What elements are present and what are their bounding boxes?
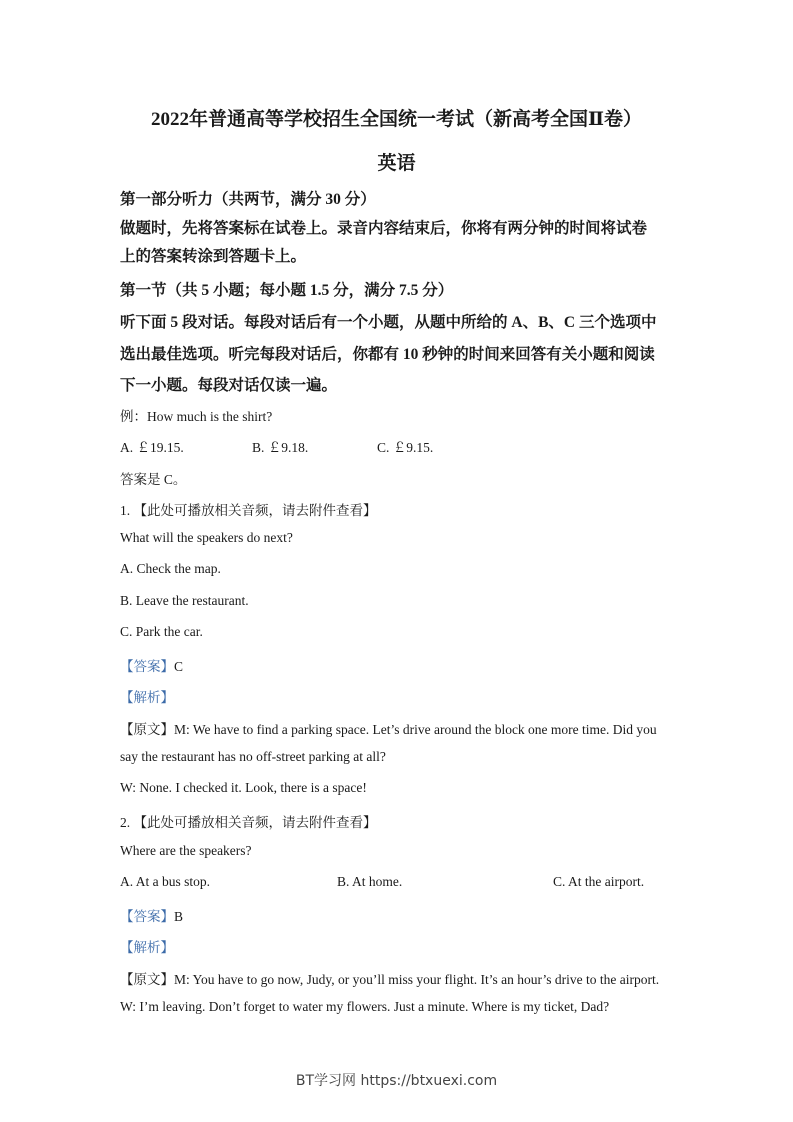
answer-value: B	[174, 909, 184, 924]
answer-value: C	[174, 659, 184, 674]
q1-transcript-line2: say the restaurant has no off-street parking at all?	[120, 749, 386, 764]
example-option-c: C. ￡9.15.	[377, 440, 434, 455]
answer-label: 【答案】	[120, 909, 174, 924]
q1-option-c: C. Park the car.	[120, 624, 203, 639]
q2-option-c: C. At the airport.	[553, 874, 645, 889]
q2-number: 2. 【此处可播放相关音频，请去附件查看】	[120, 815, 377, 830]
part-heading: 第一节（共 5 小题；每小题 1.5 分，满分 7.5 分）	[120, 282, 454, 299]
section-instruction-line1: 做题时，先将答案标在试卷上。录音内容结束后，你将有两分钟的时间将试卷	[120, 220, 648, 237]
example-option-a: A. ￡19.15.	[120, 440, 184, 455]
q2-analysis-label: 【解析】	[120, 940, 174, 955]
example-option-b: B. ￡9.18.	[252, 440, 309, 455]
section-heading: 第一部分听力（共两节，满分 30 分）	[120, 191, 376, 208]
q2-option-b: B. At home.	[337, 874, 403, 889]
q1-transcript-line1: 【原文】M: We have to find a parking space. Let’s drive around the block one more time. Did you	[120, 722, 657, 737]
exam-title: 2022年普通高等学校招生全国统一考试（新高考全国Ⅱ卷）	[150, 109, 642, 130]
subject-title: 英语	[377, 153, 416, 174]
q1-question: What will the speakers do next?	[120, 530, 293, 545]
answer-label: 【答案】	[120, 659, 174, 674]
section-instruction-line2: 上的答案转涂到答题卡上。	[120, 248, 307, 265]
q1-number: 1. 【此处可播放相关音频，请去附件查看】	[120, 503, 377, 518]
q1-answer	[120, 655, 183, 675]
part-instruction-line1: 听下面 5 段对话。每段对话后有一个小题，从题中所给的 A、B、C 三个选项中	[120, 314, 657, 331]
q1-option-b: B. Leave the restaurant.	[120, 593, 249, 608]
q2-transcript-line1: 【原文】M: You have to go now, Judy, or you’ll miss your flight. It’s an hour’s drive to the airport.	[120, 972, 660, 987]
q2-option-a: A. At a bus stop.	[120, 874, 211, 889]
q2-answer	[120, 905, 183, 925]
q2-question: Where are the speakers?	[120, 843, 252, 858]
example-question: 例：How much is the shirt?	[120, 409, 273, 424]
footer-watermark: BT学习网 https://btxuexi.com	[295, 1073, 498, 1089]
part-instruction-line3: 下一小题。每段对话仅读一遍。	[120, 377, 338, 394]
example-answer: 答案是 C。	[120, 472, 187, 487]
q1-transcript-line3: W: None. I checked it. Look, there is a space!	[120, 780, 367, 795]
q2-transcript-line2: W: I’m leaving. Don’t forget to water my flowers. Just a minute. Where is my ticket, Dad?	[120, 999, 610, 1014]
q1-analysis-label: 【解析】	[120, 690, 174, 705]
q1-option-a: A. Check the map.	[120, 561, 221, 576]
part-instruction-line2: 选出最佳选项。听完每段对话后，你都有 10 秒钟的时间来回答有关小题和阅读	[120, 346, 655, 363]
